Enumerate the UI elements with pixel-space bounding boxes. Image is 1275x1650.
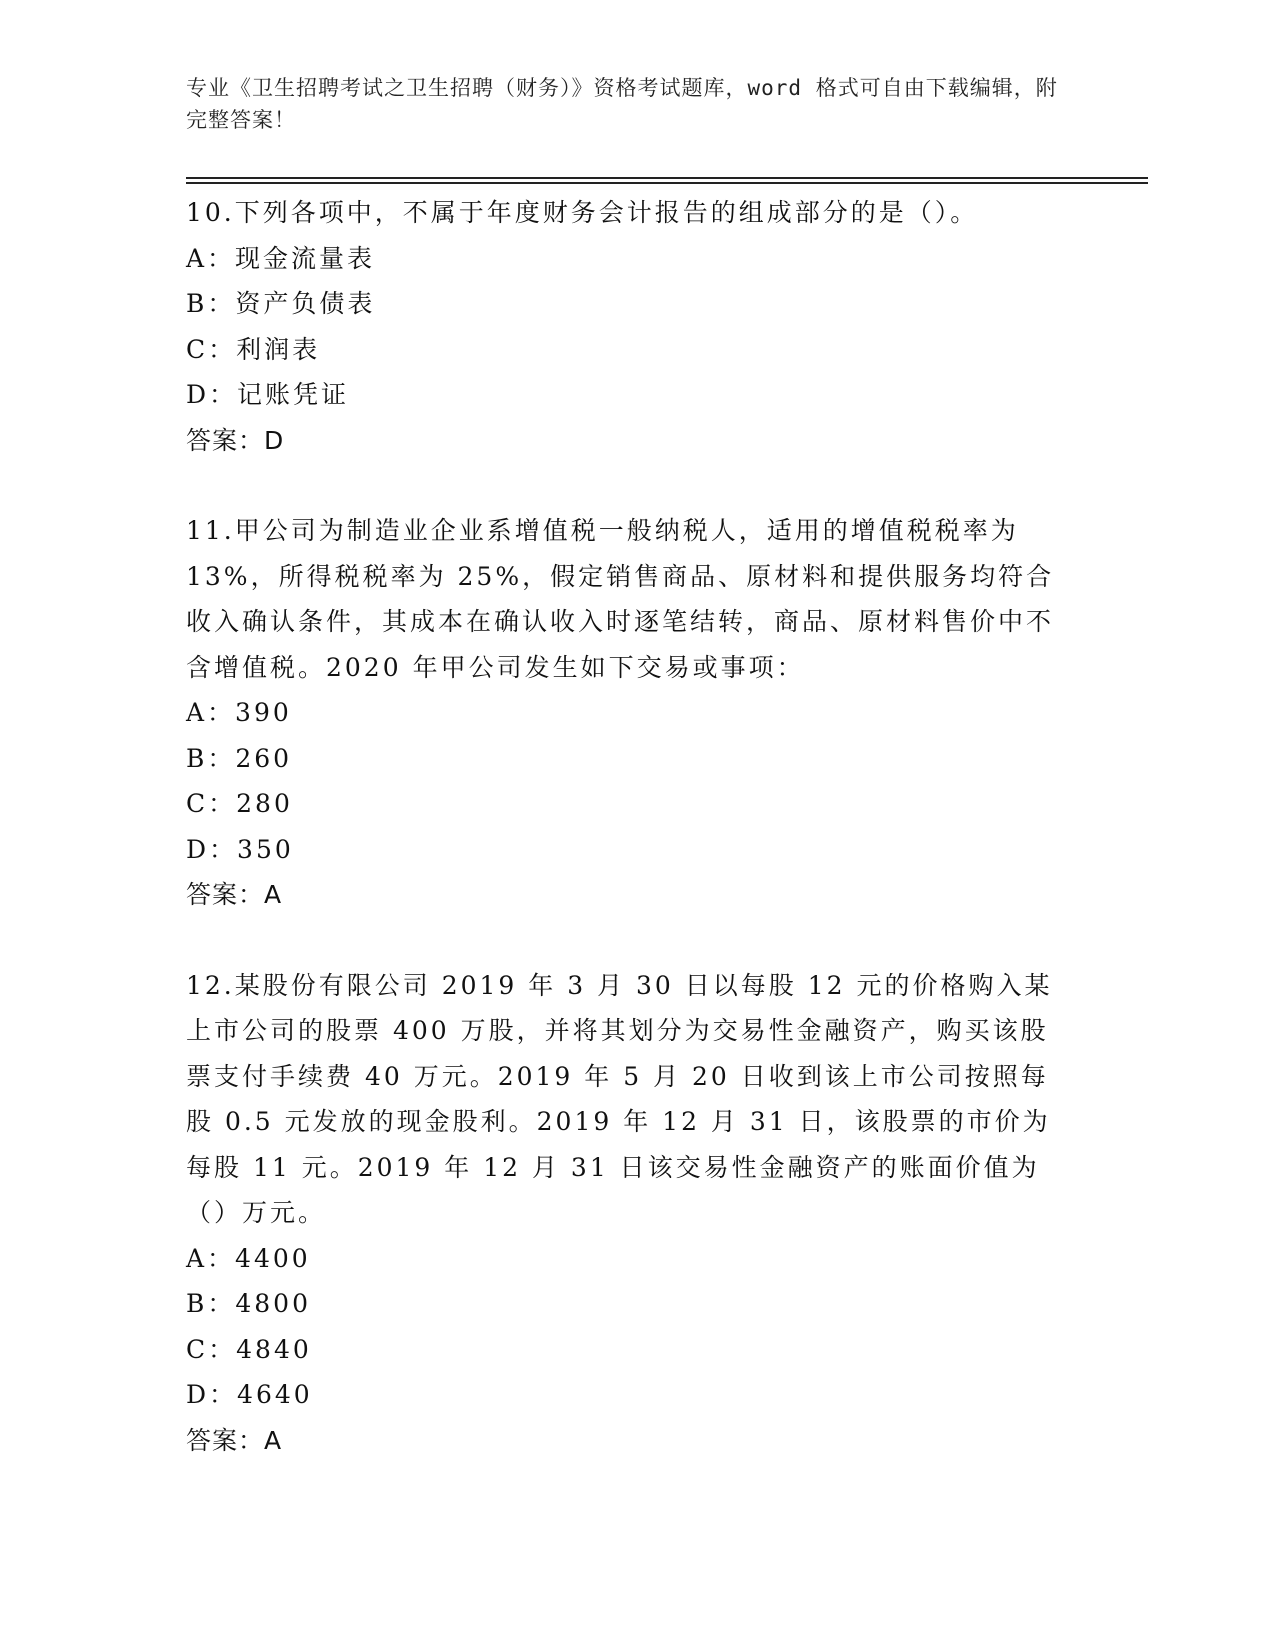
header-rule-bottom <box>186 182 1148 184</box>
option-c: C：4840 <box>186 1334 312 1364</box>
question-12 <box>186 963 1066 1464</box>
option-b: B：4800 <box>186 1289 311 1318</box>
option-a: A：390 <box>186 698 292 727</box>
header-text: 专业《卫生招聘考试之卫生招聘（财务）》资格考试题库，word 格式可自由下载编辑，附完整答案！ <box>186 76 1058 132</box>
option-b: B：资产负债表 <box>186 289 376 318</box>
question-text: 10.下列各项中，不属于年度财务会计报告的组成部分的是（）。 <box>186 198 979 227</box>
question-text: 11.甲公司为制造业企业系增值税一般纳税人，适用的增值税税率为 13%，所得税税率为 25%，假定销售商品、原材料和提供服务均符合收入确认条件，其成本在确认收入时逐笔结转，商品、原材料售价中不含增值税。2020 年甲公司发生如下交易或事项： <box>186 516 1055 682</box>
option-c: C：利润表 <box>186 334 321 364</box>
option-a: A：现金流量表 <box>186 243 376 273</box>
option-a: A：4400 <box>186 1243 311 1273</box>
question-10 <box>186 190 1066 463</box>
answer: 答案：A <box>186 1425 283 1455</box>
spacer <box>186 918 1066 963</box>
header-rule-top <box>186 177 1148 179</box>
question-text: 12.某股份有限公司 2019 年 3 月 30 日以每股 12 元的价格购入某上市公司的股票 400 万股，并将其划分为交易性金融资产，购买该股票支付手续费 40 万元。2019 年 5 月 20 日收到该上市公司按照每股 0.5 元发放的现金股利。2019 年 12 月 31 日，该股票的市价为每股 11 元。2019 年 12 月 31 日该交易性金融资产的账面价值为（）万元。 <box>186 970 1053 1227</box>
question-list <box>186 190 1066 1463</box>
answer: 答案：D <box>186 425 285 455</box>
spacer <box>186 463 1066 508</box>
option-c: C：280 <box>186 789 293 818</box>
option-d: D：350 <box>186 834 294 864</box>
option-d: D：4640 <box>186 1380 313 1409</box>
question-11 <box>186 508 1066 918</box>
answer: 答案：A <box>186 880 283 909</box>
document-header <box>186 72 1066 136</box>
option-d: D：记账凭证 <box>186 380 350 409</box>
option-b: B：260 <box>186 743 293 773</box>
